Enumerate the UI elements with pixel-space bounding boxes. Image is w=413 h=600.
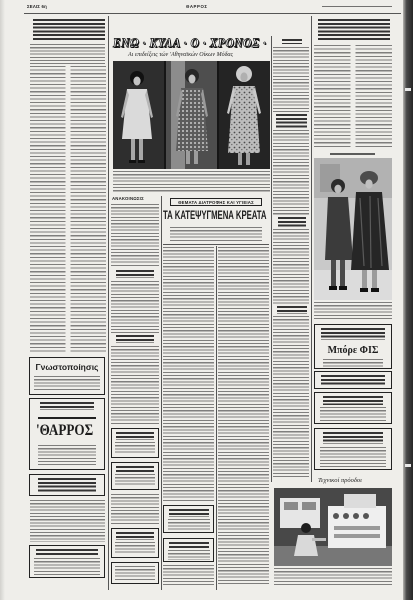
tharros-ad [29, 398, 105, 470]
column-text [163, 565, 214, 585]
advert-text [168, 550, 210, 560]
advert-heading [169, 542, 209, 548]
column-text [111, 494, 159, 524]
model-figure-right [219, 61, 270, 169]
announcements-text [111, 204, 159, 268]
classified-text [38, 478, 96, 492]
article-body-column [163, 247, 214, 502]
advert-text [320, 407, 386, 421]
advert-box [111, 528, 159, 558]
advert-heading [323, 396, 383, 405]
column-subhead [278, 217, 306, 227]
fashion-house-ad-text [323, 359, 383, 367]
advert-heading [116, 466, 154, 472]
advert-heading [116, 432, 154, 440]
winter-photo-caption [314, 302, 392, 320]
article-byline [170, 227, 262, 242]
tech-photo-caption-text [274, 568, 392, 586]
page-folio: ΣΕΛΙΣ 6η [27, 4, 47, 9]
advert-text [115, 542, 155, 555]
advert-box [163, 538, 214, 562]
tharros-ad-name: 'ΘΑΡΡΟΣ [36, 422, 94, 439]
header-rule [24, 13, 401, 14]
notice-box [29, 357, 105, 395]
advert-heading [116, 532, 154, 540]
column-text [273, 229, 309, 304]
results-headline [33, 19, 105, 41]
column-subhead [282, 39, 302, 44]
fashion-photo-caption [113, 171, 270, 193]
masthead: ΘΑΡΡΟΣ [186, 4, 208, 9]
advert-box [314, 392, 392, 424]
advert-text [321, 375, 385, 386]
library-box [29, 545, 105, 578]
article-headline: ΤΑ ΚΑΤΕΨΥΓΜΕΝΑ ΚΡΕΑΤΑ [163, 208, 267, 222]
photo-heading [330, 153, 375, 155]
left-column-text [30, 500, 105, 542]
winter-fashion-photo [314, 158, 392, 300]
section-label: ΘΕΜΑΤΑ ΔΙΑΤΡΟΦΗΣ ΚΑΙ ΥΓΙΕΙΑΣ [178, 200, 254, 205]
advert-text [168, 519, 210, 531]
column-subhead [276, 114, 307, 128]
tech-progress-photo [274, 488, 392, 566]
library-box-text [34, 558, 100, 575]
advert-box [111, 462, 159, 490]
advert-text [115, 474, 155, 487]
advert-box [314, 428, 392, 470]
model-figure-center [166, 61, 217, 169]
issue-date-line [322, 6, 392, 7]
section-label-box [170, 198, 262, 206]
advert-text [320, 447, 386, 467]
fashion-banner: ΕΝΩ · ΚΥΛΑ · Ο · ΧΡΟΝΟΣ · [113, 36, 267, 50]
column-rule [311, 16, 312, 482]
column-rule [161, 196, 162, 590]
advert-text [115, 566, 155, 581]
candidate-name-list [314, 45, 392, 147]
article-body-column [218, 247, 269, 585]
tech-photo-title: Τεχνικοί πρόοδοι [318, 477, 362, 484]
scan-right-edge [403, 0, 413, 600]
announcements-subhead [116, 335, 154, 343]
fashion-house-ad-heading [321, 328, 385, 340]
results-intro [30, 44, 105, 64]
fashion-house-ad-name: Μπόρε ΦΙΣ [327, 345, 379, 356]
column-text [273, 130, 309, 215]
announcements-title: ΑΝΑΚΟΙΝΩΣΙΣ [112, 196, 144, 201]
grades-headline [318, 19, 390, 41]
advert-heading [169, 509, 209, 517]
column-text [273, 47, 309, 112]
library-box-heading [36, 549, 98, 555]
advert-text [115, 442, 155, 455]
announcements-text [111, 346, 159, 424]
column-text [273, 316, 309, 478]
advert-box [111, 428, 159, 458]
advert-box [111, 562, 159, 584]
classified-box [29, 474, 105, 496]
announcements-subhead [116, 270, 154, 278]
column-rule [271, 36, 272, 482]
advert-box [163, 505, 214, 533]
edge-mark [405, 88, 411, 91]
advert-heading [323, 432, 383, 444]
fashion-photo [113, 61, 270, 169]
model-figure-left [113, 61, 164, 169]
tharros-ad-heading [40, 402, 94, 410]
column-rule [216, 246, 217, 590]
column-rule [108, 16, 109, 590]
tharros-ad-text [38, 445, 96, 465]
notice-title: Γνωστοποίησις [35, 362, 99, 372]
student-name-list [30, 66, 106, 354]
fashion-house-ad [314, 324, 392, 369]
scan-left-edge [0, 0, 5, 600]
fashion-subtitle: Αι επιδείξεις τών 'Αθηναϊκών Οίκων Μόδας [128, 52, 233, 58]
advert-box [314, 371, 392, 389]
column-subhead [277, 306, 307, 314]
notice-text [34, 376, 100, 391]
announcements-text [111, 281, 159, 333]
tharros-ad-rule [38, 417, 96, 419]
edge-mark [405, 464, 411, 467]
article-rule [163, 244, 269, 245]
